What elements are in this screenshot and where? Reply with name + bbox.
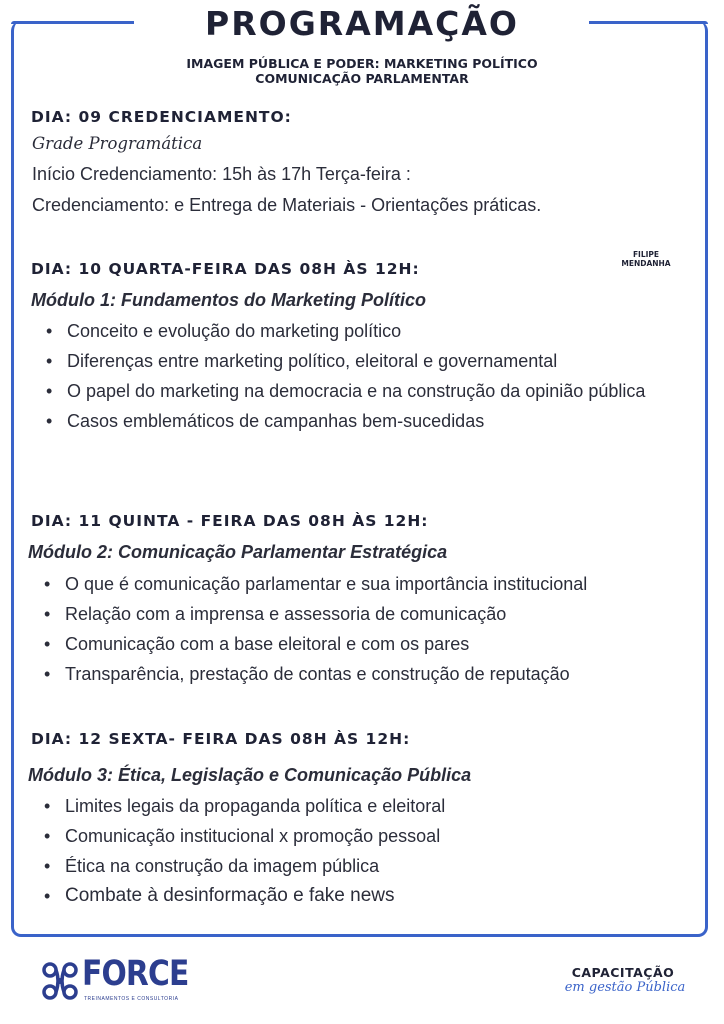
speaker-last-name: MENDANHA xyxy=(621,259,671,268)
module-1-list xyxy=(46,316,696,436)
day-1-line-1: Início Credenciamento: 15h às 17h Terça-feira : xyxy=(32,164,411,184)
list-item: • Combate à desinformação e fake news xyxy=(44,881,704,911)
list-item: • Casos emblemáticos de campanhas bem-sucedidas xyxy=(46,406,696,436)
list-item: • O que é comunicação parlamentar e sua importância institucional xyxy=(44,569,704,599)
speaker-name xyxy=(604,250,688,268)
force-logo-tagline: TREINAMENTOS E CONSULTORIA xyxy=(84,996,179,1002)
module-2-list xyxy=(44,569,704,689)
speaker-first-name: FILIPE xyxy=(632,250,660,259)
day-1-line-2: Credenciamento: e Entrega de Materiais - Orientações práticas. xyxy=(32,195,542,215)
subtitle-line-2: COMUNICAÇÃO PARLAMENTAR xyxy=(255,71,469,86)
list-item: • Relação com a imprensa e assessoria de comunicação xyxy=(44,599,704,629)
list-item: • O papel do marketing na democracia e na construção da opinião pública xyxy=(46,376,696,406)
list-item: • Comunicação institucional x promoção pessoal xyxy=(44,821,704,851)
capacitacao-logo: CAPACITAÇÃO xyxy=(571,965,675,980)
list-item: • Limites legais da propaganda política e eleitoral xyxy=(44,791,704,821)
force-logo-text: FORCE xyxy=(82,954,189,994)
list-item: • Ética na construção da imagem pública xyxy=(44,851,704,881)
day-1-heading: DIA: 09 CREDENCIAMENTO: xyxy=(31,108,292,126)
module-2-title: Módulo 2: Comunicação Parlamentar Estratégica xyxy=(28,542,448,562)
page-subtitle xyxy=(0,56,724,86)
subtitle-line-1: IMAGEM PÚBLICA E PODER: MARKETING POLÍTICO xyxy=(186,56,538,71)
capacitacao-tagline: em gestão Pública xyxy=(564,980,686,995)
list-item: • Transparência, prestação de contas e construção de reputação xyxy=(44,659,704,689)
page-title: PROGRAMAÇÃO xyxy=(205,4,519,43)
module-1-title: Módulo 1: Fundamentos do Marketing Político xyxy=(31,290,426,310)
list-item: • Comunicação com a base eleitoral e com os pares xyxy=(44,629,704,659)
day-2-heading: DIA: 10 QUARTA-FEIRA DAS 08H ÀS 12H: xyxy=(31,260,420,278)
module-3-title: Módulo 3: Ética, Legislação e Comunicação Pública xyxy=(28,765,472,785)
day-3-heading: DIA: 11 QUINTA - FEIRA DAS 08H ÀS 12H: xyxy=(31,512,429,530)
day-4-heading: DIA: 12 SEXTA- FEIRA DAS 08H ÀS 12H: xyxy=(31,730,411,748)
grade-label: Grade Programática xyxy=(32,134,203,153)
list-item: • Conceito e evolução do marketing político xyxy=(46,316,696,346)
list-item: • Diferenças entre marketing político, eleitoral e governamental xyxy=(46,346,696,376)
force-logo-icon xyxy=(40,960,80,1004)
module-3-list xyxy=(44,791,704,911)
